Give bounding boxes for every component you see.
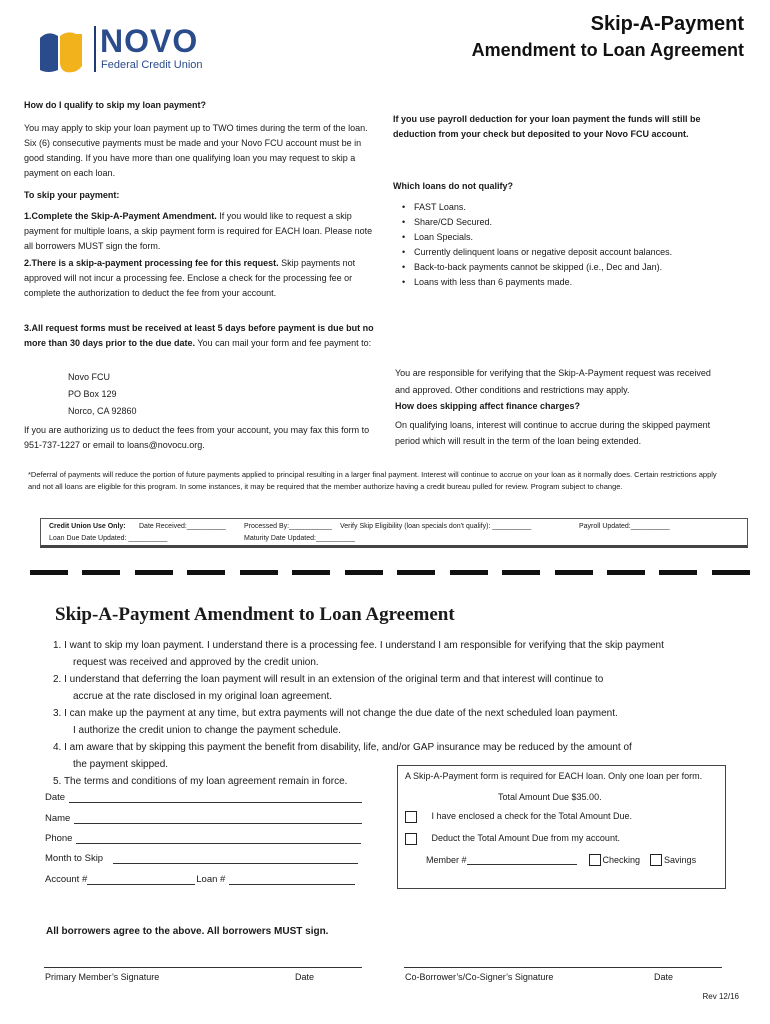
name-input[interactable] <box>74 812 362 824</box>
agreement-item-4: 4. I am aware that by skipping this payment the benefit from disability, life, and/or GAP insurance may be reduced by the amount of the payment skipped. <box>53 742 632 770</box>
verify-eligibility: Verify Skip Eligibility (loan specials don't qualify): __________ <box>340 523 532 530</box>
phone-input[interactable] <box>76 832 361 844</box>
maturity-date-updated: Maturity Date Updated:__________ <box>244 535 355 542</box>
list-item: • Loan Specials. <box>400 230 720 245</box>
deduct-option-label: Deduct the Total Amount Due from my account. <box>431 833 620 844</box>
phone-field[interactable] <box>45 832 361 844</box>
month-to-skip-label: Month to Skip <box>45 852 104 864</box>
check-option[interactable] <box>405 811 632 823</box>
date-field[interactable] <box>45 791 362 803</box>
step-1-text: If you would like to request a skip payment for multiple loans, a skip payment form is required for EACH loan. Please note all borrowers MUST sign the form. <box>24 211 373 251</box>
processed-by: Processed By:___________ <box>244 523 332 530</box>
name-field[interactable] <box>45 812 362 824</box>
savings-label: Savings <box>664 854 697 865</box>
list-item: • Share/CD Secured. <box>400 215 720 230</box>
co-signer-signature-label: Co-Borrower’s/Co-Signer’s Signature <box>405 972 554 982</box>
novo-logo <box>38 23 213 78</box>
month-to-skip-input[interactable] <box>113 852 358 864</box>
loan-label: Loan # <box>196 873 226 885</box>
checking-label: Checking <box>602 854 641 865</box>
cut-line <box>30 570 750 576</box>
office-use-label: Credit Union Use Only: <box>49 523 126 530</box>
co-signer-date-label: Date <box>654 972 674 982</box>
revision-label: Rev 12/16 <box>702 992 739 1001</box>
agreement-item-1: 1. I want to skip my loan payment. I understand there is a processing fee. I understand I am responsible for verifying that the skip payment request was received and approved by the credit union. <box>53 640 664 668</box>
step-2 <box>24 256 379 301</box>
primary-signature-label: Primary Member’s Signature <box>45 972 160 982</box>
member-row <box>426 854 696 866</box>
all-borrowers-sign-note: All borrowers agree to the above. All borrowers MUST sign. <box>46 926 329 937</box>
step-1 <box>24 209 379 254</box>
check-option-label: I have enclosed a check for the Total Amount Due. <box>431 811 632 822</box>
primary-date-label: Date <box>295 972 315 982</box>
deduct-option[interactable] <box>405 833 620 845</box>
payroll-updated: Payroll Updated:__________ <box>579 523 670 530</box>
authorize-note: If you are authorizing us to deduct the fees from your account, you may fax this form to 951-737-1227 or email to loans@novocu.org. <box>24 425 370 450</box>
payment-options-box <box>397 765 726 889</box>
list-item: • Back-to-back payments cannot be skipped (i.e., Dec and Jan). <box>400 260 720 275</box>
logo-divider <box>94 26 96 72</box>
step-3-text: You can mail your form and fee payment to: <box>195 338 372 348</box>
account-input[interactable] <box>87 873 195 885</box>
address-line-1: Novo FCU <box>68 372 111 382</box>
primary-signature-line[interactable] <box>44 967 362 968</box>
skip-steps-heading: To skip your payment: <box>24 190 120 200</box>
address-line-2: PO Box 129 <box>68 389 117 399</box>
co-signer-signature-line[interactable] <box>404 967 722 968</box>
one-loan-notice: A Skip-A-Payment form is required for EACH loan. Only one loan per form. <box>405 771 703 781</box>
date-label: Date <box>45 791 66 803</box>
agreement-item-3: 3. I can make up the payment at any time, but extra payments will not change the due date of the next scheduled loan payment. I authorize the credit union to change the payment schedule. <box>53 708 618 736</box>
mailing-address <box>68 369 137 420</box>
date-received: Date Received:__________ <box>139 523 226 530</box>
member-number-input[interactable] <box>467 855 577 865</box>
step-2-text: Skip payments not approved will not incur a processing fee. Enclose a check for the processing fee or complete the authorization to deduct the fee from your account. <box>24 258 356 298</box>
qualify-heading: How do I qualify to skip my loan payment? <box>24 100 207 110</box>
finance-heading: How does skipping affect finance charges? <box>395 401 581 411</box>
page-title: Skip-A-Payment <box>590 13 744 35</box>
month-to-skip-field[interactable] <box>45 852 358 864</box>
step-3-bold: 3.All request forms must be received at least 5 days before payment is due but no more than 30 days prior to the due date. <box>24 323 374 348</box>
deferral-note: *Deferral of payments will reduce the portion of future payments applied to principal resulting in a larger final payment. Interest will continue to accrue on your loan as it normally does. Certain restrictions apply and not all loans are eligible for this program. In some instances, it may be required that the member authorize having a credit bureau pulled for review. Program subject to change. <box>28 470 717 491</box>
date-input[interactable] <box>69 791 362 803</box>
not-qualify-heading: Which loans do not qualify? <box>393 181 513 191</box>
total-amount-due: Total Amount Due $35.00. <box>498 792 602 802</box>
list-item: • Loans with less than 6 payments made. <box>400 275 720 290</box>
member-label: Member # <box>426 854 467 865</box>
loan-input[interactable] <box>229 873 355 885</box>
phone-label: Phone <box>45 832 73 844</box>
payroll-note: If you use payroll deduction for your loan payment the funds will still be deduction from your check but deposited to your Novo FCU account. <box>393 114 701 139</box>
page-subtitle: Amendment to Loan Agreement <box>471 40 744 60</box>
step-1-bold: 1.Complete the Skip-A-Payment Amendment. <box>24 211 217 221</box>
form-title: Skip-A-Payment Amendment to Loan Agreement <box>55 604 455 625</box>
step-3 <box>24 321 379 351</box>
responsibility-note: You are responsible for verifying that the Skip-A-Payment request was received and approved. Other conditions and restrictions may apply. <box>395 368 711 395</box>
account-field[interactable] <box>45 873 355 885</box>
list-item: • FAST Loans. <box>400 200 720 215</box>
qualify-body: You may apply to skip your loan payment up to TWO times during the term of the loan. Six (6) consecutive payments must be made and your Novo FCU account must be in good standing. If you have more than one qualifying loan you may request to skip a payment on each loan. <box>24 123 368 178</box>
savings-checkbox[interactable] <box>650 854 662 866</box>
deduct-checkbox[interactable] <box>405 833 417 845</box>
list-item: • Currently delinquent loans or negative deposit account balances. <box>400 245 720 260</box>
agreement-item-2: 2. I understand that deferring the loan payment will result in an extension of the original term and that interest will continue to accrue at the rate disclosed in my original loan agreement. <box>53 674 604 702</box>
step-2-bold: 2.There is a skip-a-payment processing fee for this request. <box>24 258 279 268</box>
address-line-3: Norco, CA 92860 <box>68 406 137 416</box>
office-use-box <box>40 518 748 548</box>
check-enclosed-checkbox[interactable] <box>405 811 417 823</box>
not-qualify-list <box>400 200 720 290</box>
name-label: Name <box>45 812 71 824</box>
loan-due-date-updated: Loan Due Date Updated: __________ <box>49 535 168 542</box>
finance-body: On qualifying loans, interest will continue to accrue during the skipped payment period which will result in the term of the loan being extended. <box>395 420 711 446</box>
account-label: Account # <box>45 873 88 885</box>
logo-text: NOVO <box>100 23 199 59</box>
checking-checkbox[interactable] <box>589 854 601 866</box>
agreement-item-5: 5. The terms and conditions of my loan agreement remain in force. <box>53 776 348 787</box>
logo-subtitle: Federal Credit Union <box>101 59 203 71</box>
